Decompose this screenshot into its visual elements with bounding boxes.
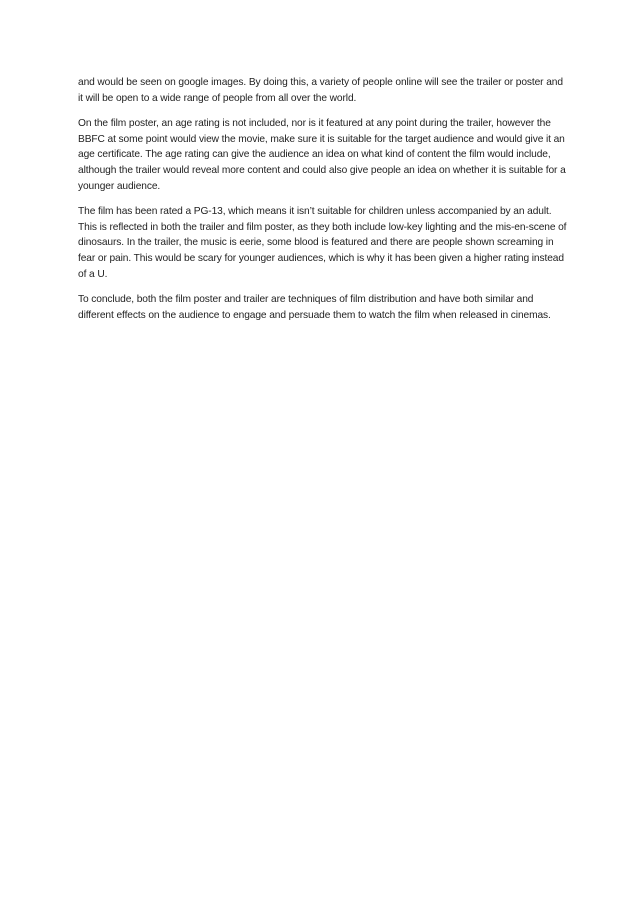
- paragraph-2: On the film poster, an age rating is not included, nor is it featured at any point during the trailer, however the BBFC at some point would view the movie, make sure it is suitable for the target audience and would give it an age certificate. The age rating can give the audience an idea on what kind of content the film would include, although the trailer would reveal more content and could also give people an idea on whether it is suitable for a younger audience.: [78, 118, 566, 192]
- paragraph-3: The film has been rated a PG-13, which means it isn’t suitable for children unless accompanied by an adult. This is reflected in both the trailer and film poster, as they both include low-key lighting and the mis-en-scene of dinosaurs. In the trailer, the music is eerie, some blood is featured and there are people shown screaming in fear or pain. This would be scary for younger audiences, which is why it has been given a higher rating instead of a U.: [78, 206, 567, 280]
- paragraph-4: To conclude, both the film poster and trailer are techniques of film distribution and have both similar and different effects on the audience to engage and persuade them to watch the film when released in cinemas.: [78, 294, 551, 321]
- paragraph-1: and would be seen on google images. By doing this, a variety of people online will see the trailer or poster and it will be open to a wide range of people from all over the world.: [78, 77, 563, 104]
- document-body: [78, 75, 568, 333]
